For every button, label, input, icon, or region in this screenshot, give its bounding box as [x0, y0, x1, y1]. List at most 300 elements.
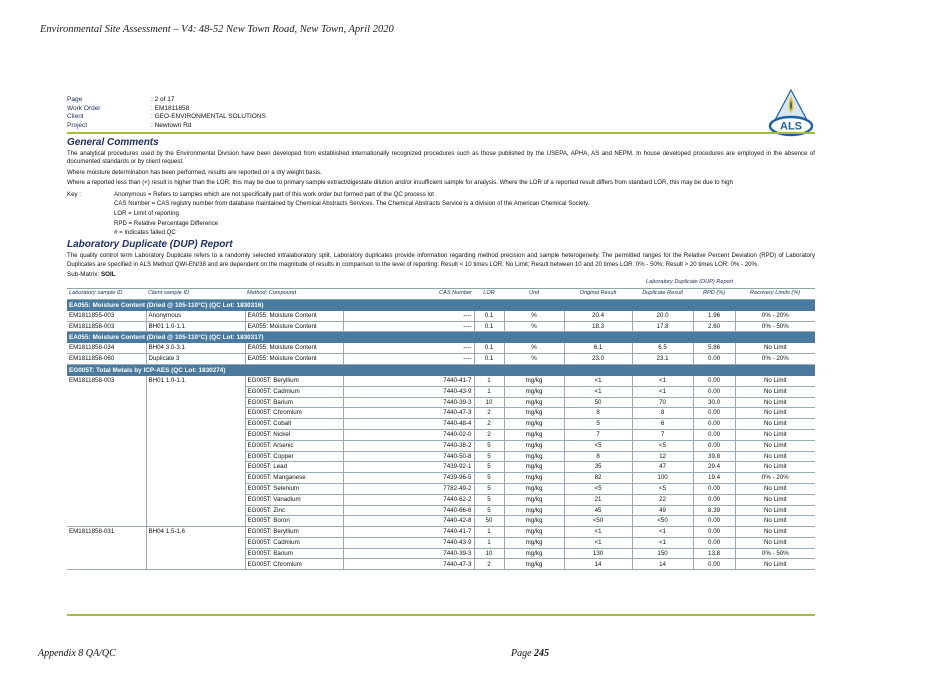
table-row	[67, 429, 815, 440]
table-row	[67, 548, 815, 559]
table-cell: 21	[564, 494, 632, 505]
table-cell: 7440-66-6	[343, 505, 474, 516]
table-cell: 130	[564, 548, 632, 559]
table-cell: 7440-41-7	[343, 527, 474, 538]
table-cell: 7440-62-2	[343, 494, 474, 505]
table-cell	[146, 548, 245, 559]
table-cell: 7440-38-2	[343, 440, 474, 451]
table-cell: EG005T: Cadmium	[245, 386, 343, 397]
table-cell: 14	[632, 559, 693, 570]
table-cell: EA055: Moisture Content	[245, 321, 343, 332]
table-cell	[67, 440, 146, 451]
table-cell: No Limit	[735, 462, 815, 473]
table-cell: %	[504, 354, 564, 365]
table-cell: EM1811858-031	[69, 528, 115, 536]
table-row	[67, 537, 815, 548]
table-cell: 5.86	[693, 343, 735, 353]
table-row	[67, 494, 815, 505]
table-cell: 18.3	[564, 321, 632, 332]
table-cell: 1	[474, 527, 504, 538]
table-row	[67, 343, 815, 353]
table-cell: No Limit	[735, 397, 815, 408]
table-cell: 0.00	[693, 516, 735, 527]
table-cell: mg/kg	[504, 516, 564, 527]
table-row	[67, 321, 815, 332]
key-entry: CAS Number = CAS registry number from database maintained by Chemical Abstracts Services. The Chemical Abstracts Service is a division of the American Chemical Society.	[114, 200, 590, 208]
table-cell: 23.1	[632, 354, 693, 365]
table-cell: 49	[632, 505, 693, 516]
meta-value: : EM1811858	[151, 104, 190, 112]
section-header-row	[67, 364, 815, 376]
table-cell: 6	[632, 419, 693, 430]
table-cell: 0.00	[693, 537, 735, 548]
table-cell: No Limit	[735, 429, 815, 440]
table-cell: EG005T: Barium	[245, 548, 343, 559]
meta-row	[67, 105, 815, 114]
table-cell: No Limit	[735, 527, 815, 538]
column-header: LOR	[474, 288, 504, 299]
table-cell: EG005T: Copper	[245, 451, 343, 462]
table-cell: <1	[632, 376, 693, 386]
table-cell: 0.00	[693, 386, 735, 397]
general-comments-heading: General Comments	[67, 137, 159, 148]
sub-matrix	[67, 271, 815, 278]
key-list	[114, 190, 589, 239]
table-cell	[146, 451, 245, 462]
table-cell: No Limit	[735, 537, 815, 548]
table-cell	[67, 473, 146, 484]
table-cell: <1	[564, 527, 632, 538]
table-cell: 7440-39-3	[343, 397, 474, 408]
table-row	[67, 462, 815, 473]
table-cell	[67, 408, 146, 419]
table-cell: 0% - 20%	[735, 354, 815, 365]
table-cell: 14	[564, 559, 632, 570]
table-cell: mg/kg	[504, 451, 564, 462]
table-cell: 39.8	[693, 451, 735, 462]
table-cell: 0.1	[474, 321, 504, 332]
table-cell: 2	[474, 419, 504, 430]
section-title: EA055: Moisture Content (Dried @ 105-110°C) (QC Lot: 1830317)	[67, 332, 815, 344]
column-header: RPD (%)	[693, 288, 735, 299]
table-cell: %	[504, 343, 564, 353]
table-cell: <5	[564, 483, 632, 494]
table-cell: 0.00	[693, 376, 735, 386]
table-cell: Anonymous	[146, 311, 245, 321]
section-title: EG005T: Total Metals by ICP-AES (QC Lot: 1830274)	[67, 364, 815, 376]
table-cell: 8	[564, 451, 632, 462]
table-cell: BH01 1.0-1.1	[146, 376, 245, 386]
table-cell	[146, 537, 245, 548]
table-cell: No Limit	[735, 376, 815, 386]
column-header: Method: Compound	[245, 288, 343, 299]
table-row	[67, 505, 815, 516]
table-cell: %	[504, 321, 564, 332]
general-comments-p3: Where a reported less than (<) result is higher than the LOR, this may be due to primary sample extract/digestate dilution and/or insufficient sample for analysis. Where the LOR of a reported result differs from standard LOR, this may be due to high	[67, 179, 733, 187]
table-cell: 5	[474, 483, 504, 494]
table-cell: 12	[632, 451, 693, 462]
table-cell: mg/kg	[504, 483, 564, 494]
table-cell: 10	[474, 397, 504, 408]
group-header: Laboratory Duplicate (DUP) Report	[646, 279, 734, 286]
table-cell: 29.4	[693, 462, 735, 473]
table-cell: EM1811858-003	[69, 377, 115, 385]
table-cell: 20.4	[564, 311, 632, 321]
table-cell: EG005T: Beryllium	[245, 527, 343, 538]
table-cell: No Limit	[735, 505, 815, 516]
duplicate-report-table	[67, 278, 815, 570]
table-cell: EG005T: Chromium	[245, 408, 343, 419]
table-cell: 7	[632, 429, 693, 440]
table-cell: 0.1	[474, 354, 504, 365]
table-cell	[67, 397, 146, 408]
table-cell: BH04 1.5-1.6	[146, 527, 245, 538]
table-cell: 7440-41-7	[343, 376, 474, 386]
table-cell: 1.96	[693, 311, 735, 321]
table-cell: <1	[564, 537, 632, 548]
section-title: EA055: Moisture Content (Dried @ 105-110°C) (QC Lot: 1830316)	[67, 299, 815, 311]
table-cell	[146, 462, 245, 473]
table-row	[67, 516, 815, 527]
table-cell: 8	[564, 408, 632, 419]
table-cell: EG005T: Cadmium	[245, 537, 343, 548]
table-cell	[146, 559, 245, 570]
table-cell: No Limit	[735, 440, 815, 451]
table-cell: 50	[474, 516, 504, 527]
table-cell	[146, 429, 245, 440]
table-cell: EG005T: Manganese	[245, 473, 343, 484]
meta-key: Client	[67, 113, 84, 120]
table-row	[67, 527, 815, 538]
table-row	[67, 408, 815, 419]
green-rule-bottom	[67, 614, 815, 616]
table-cell: 0.00	[693, 408, 735, 419]
document-header-title: Environmental Site Assessment – V4: 48-52 New Town Road, New Town, April 2020	[40, 24, 394, 35]
table-cell: 5	[474, 440, 504, 451]
table-cell: 7782-49-2	[343, 483, 474, 494]
table-cell: <1	[632, 537, 693, 548]
meta-key: Page	[67, 96, 83, 103]
table-cell: <50	[632, 516, 693, 527]
table-cell: 0% - 50%	[735, 548, 815, 559]
table-cell: 0.00	[693, 440, 735, 451]
table-cell: 19.4	[693, 473, 735, 484]
work-order-meta	[67, 96, 815, 130]
table-cell: No Limit	[735, 408, 815, 419]
table-cell: mg/kg	[504, 440, 564, 451]
table-row	[67, 354, 815, 365]
table-cell: mg/kg	[504, 473, 564, 484]
table-cell	[67, 559, 146, 570]
table-cell: mg/kg	[504, 429, 564, 440]
table-cell: 2	[474, 429, 504, 440]
table-cell: 2	[474, 559, 504, 570]
table-cell: 0% - 50%	[735, 321, 815, 332]
table-cell: 0.00	[693, 429, 735, 440]
table-cell: 7440-02-0	[343, 429, 474, 440]
dup-report-heading: Laboratory Duplicate (DUP) Report	[67, 239, 233, 251]
footer-page-label: Page	[511, 648, 532, 659]
table-cell	[67, 386, 146, 397]
table-cell: mg/kg	[504, 494, 564, 505]
footer-appendix: Appendix 8 QA/QC	[38, 648, 116, 659]
table-cell: mg/kg	[504, 397, 564, 408]
meta-key: Work Order	[67, 104, 101, 112]
column-header: Unit	[504, 288, 564, 299]
table-cell: mg/kg	[504, 462, 564, 473]
section-header-row	[67, 332, 815, 344]
table-row	[67, 386, 815, 397]
table-cell: mg/kg	[504, 408, 564, 419]
table-cell: 6.5	[632, 343, 693, 353]
table-cell: <1	[564, 376, 632, 386]
column-header-row	[67, 288, 815, 299]
table-cell: 0.00	[693, 527, 735, 538]
footer-page-value: 245	[534, 648, 550, 659]
table-cell: No Limit	[735, 451, 815, 462]
table-cell: EG005T: Boron	[245, 516, 343, 527]
table-cell: No Limit	[735, 419, 815, 430]
table-cell: EM1811855-003	[67, 311, 146, 321]
table-cell: <1	[564, 386, 632, 397]
table-cell: EM1811858-003	[67, 321, 146, 332]
table-cell	[146, 386, 245, 397]
table-cell: mg/kg	[504, 537, 564, 548]
table-row	[67, 440, 815, 451]
table-cell: EG005T: Zinc	[245, 505, 343, 516]
table-cell: 5	[474, 451, 504, 462]
table-cell: ----	[343, 321, 474, 332]
table-cell: EM1811858-060	[67, 354, 146, 365]
table-cell	[146, 483, 245, 494]
table-cell: ----	[343, 354, 474, 365]
table-cell: 50	[564, 397, 632, 408]
table-cell: 0.1	[474, 343, 504, 353]
table-cell: mg/kg	[504, 527, 564, 538]
table-cell: EG005T: Chromium	[245, 559, 343, 570]
table-cell: 82	[564, 473, 632, 484]
table-cell: 13.8	[693, 548, 735, 559]
table-cell: No Limit	[735, 386, 815, 397]
table-cell: 0.00	[693, 354, 735, 365]
key-entry: Anonymous = Refers to samples which are not specifically part of this work order but formed part of the QC process lot	[114, 190, 434, 198]
section-header-row	[67, 299, 815, 311]
table-cell: EA055: Moisture Content	[245, 354, 343, 365]
table-cell	[67, 429, 146, 440]
table-cell	[146, 494, 245, 505]
table-row	[67, 376, 815, 386]
table-cell: mg/kg	[504, 559, 564, 570]
table-row	[67, 397, 815, 408]
table-cell: 0.00	[693, 483, 735, 494]
table-cell: mg/kg	[504, 386, 564, 397]
key-block	[67, 190, 815, 239]
table-cell	[67, 451, 146, 462]
table-cell	[146, 408, 245, 419]
table-cell	[67, 505, 146, 516]
report-page	[67, 96, 815, 570]
table-cell: 0.00	[693, 419, 735, 430]
table-cell: <50	[564, 516, 632, 527]
meta-row	[67, 113, 815, 122]
table-cell: mg/kg	[504, 548, 564, 559]
table-cell: <5	[632, 440, 693, 451]
table-cell	[146, 419, 245, 430]
table-cell	[67, 483, 146, 494]
table-row	[67, 483, 815, 494]
table-cell: 7440-39-3	[343, 548, 474, 559]
table-cell: %	[504, 311, 564, 321]
table-cell: 17.8	[632, 321, 693, 332]
table-cell: <1	[632, 527, 693, 538]
table-cell: 0.00	[693, 494, 735, 505]
table-row	[67, 559, 815, 570]
table-cell	[67, 537, 146, 548]
table-cell: 5	[564, 419, 632, 430]
table-cell: <5	[632, 483, 693, 494]
table-cell: 35	[564, 462, 632, 473]
table-cell: No Limit	[735, 483, 815, 494]
table-cell	[146, 505, 245, 516]
table-cell	[67, 548, 146, 559]
general-comments-p1: The analytical procedures used by the Environmental Division have been developed from established internationally recognized procedures such as those published by the USEPA, APHA, AS and NEPM. In house developed procedures are employed in the absence of documented standards or by client request.	[67, 150, 815, 166]
table-cell: 8	[632, 408, 693, 419]
table-cell: 100	[632, 473, 693, 484]
table-cell: <1	[632, 386, 693, 397]
table-cell: EG005T: Selenium	[245, 483, 343, 494]
table-row	[67, 311, 815, 321]
key-label: Key :	[67, 190, 81, 198]
table-cell: 7440-43-9	[343, 537, 474, 548]
table-cell: 1	[474, 386, 504, 397]
green-rule-top	[67, 132, 815, 134]
table-cell	[146, 397, 245, 408]
dup-report-intro: The quality control term Laboratory Duplicate refers to a randomly selected intralaboratory split. Laboratory duplicates provide information regarding method precision and sample heterogeneity. The permitted ranges for the Relative Percent Deviation (RPD) of Laboratory Duplicates are specified in ALS Method QWI-EN/38 and are dependent on the magnitude of results in comparison to the level of reporting: Result < 10 times LOR: No Limit; Result between 10 and 20 times LOR: 0% - 50%; Result > 20 times LOR: 0% - 20%.	[67, 252, 815, 268]
table-cell: 1	[474, 376, 504, 386]
key-entry: LOR = Limit of reporting	[114, 210, 179, 218]
footer-page-number	[511, 648, 549, 659]
table-cell: 20.0	[632, 311, 693, 321]
meta-key: Project	[67, 121, 88, 129]
table-cell	[146, 440, 245, 451]
als-logo-text: ALS	[780, 120, 802, 133]
meta-row	[67, 122, 815, 131]
table-cell: 5	[474, 462, 504, 473]
table-cell: 5	[474, 473, 504, 484]
table-cell: 7439-92-1	[343, 462, 474, 473]
table-cell: EG005T: Vanadium	[245, 494, 343, 505]
table-cell: 7440-50-8	[343, 451, 474, 462]
table-cell	[146, 473, 245, 484]
table-cell: 5	[474, 494, 504, 505]
table-cell: EM1811858-034	[67, 343, 146, 353]
table-row	[67, 473, 815, 484]
table-cell: Duplicate 3	[146, 354, 245, 365]
table-cell: 30.0	[693, 397, 735, 408]
table-cell: 22	[632, 494, 693, 505]
table-cell	[67, 516, 146, 527]
table-cell: 5	[474, 505, 504, 516]
table-cell: EG005T: Beryllium	[245, 376, 343, 386]
table-cell: mg/kg	[504, 505, 564, 516]
table-cell: EG005T: Nickel	[245, 429, 343, 440]
table-cell: EG005T: Lead	[245, 462, 343, 473]
table-cell: <5	[564, 440, 632, 451]
table-cell: EA055: Moisture Content	[245, 343, 343, 353]
table-cell: 0% - 20%	[735, 311, 815, 321]
table-cell	[67, 419, 146, 430]
table-cell: No Limit	[735, 559, 815, 570]
table-cell: 7440-47-3	[343, 408, 474, 419]
table-cell: mg/kg	[504, 376, 564, 386]
table-cell: 8.39	[693, 505, 735, 516]
column-header: Recovery Limits (%)	[735, 288, 815, 299]
table-cell: EG005T: Cobalt	[245, 419, 343, 430]
column-header: Laboratory sample ID	[67, 288, 146, 299]
column-header: CAS Number	[343, 288, 474, 299]
table-cell: EA055: Moisture Content	[245, 311, 343, 321]
table-cell: BH04 3.0-3.1	[146, 343, 245, 353]
table-cell: ----	[343, 311, 474, 321]
table-cell	[67, 494, 146, 505]
meta-value: : 2 of 17	[151, 96, 175, 103]
table-row	[67, 419, 815, 430]
table-cell: 45	[564, 505, 632, 516]
meta-row	[67, 96, 815, 105]
table-cell: 10	[474, 548, 504, 559]
table-cell: BH01 1.0-1.1	[146, 321, 245, 332]
table-cell: 23.0	[564, 354, 632, 365]
table-cell: No Limit	[735, 494, 815, 505]
table-cell: 0.1	[474, 311, 504, 321]
table-cell: 0% - 20%	[735, 473, 815, 484]
table-cell: 6.1	[564, 343, 632, 353]
table-cell: ----	[343, 343, 474, 353]
table-cell: EG005T: Barium	[245, 397, 343, 408]
table-cell	[67, 462, 146, 473]
table-cell: 7	[564, 429, 632, 440]
sub-matrix-value: SOIL	[100, 270, 116, 278]
table-cell: 0.00	[693, 559, 735, 570]
meta-value: : GEO-ENVIRONMENTAL SOLUTIONS	[151, 113, 266, 120]
table-cell: 7440-43-9	[343, 386, 474, 397]
key-entry: # = Indicates failed QC	[114, 229, 176, 237]
table-cell: 1	[474, 537, 504, 548]
table-cell: 150	[632, 548, 693, 559]
table-cell: 47	[632, 462, 693, 473]
table-cell: No Limit	[735, 516, 815, 527]
table-row	[67, 451, 815, 462]
column-header: Duplicate Result	[632, 288, 693, 299]
table-cell: 7440-48-4	[343, 419, 474, 430]
table-cell: 7439-96-5	[343, 473, 474, 484]
table-cell: EG005T: Arsenic	[245, 440, 343, 451]
table-cell	[146, 516, 245, 527]
table-cell: 2.60	[693, 321, 735, 332]
table-cell: 70	[632, 397, 693, 408]
table-cell: 7440-47-3	[343, 559, 474, 570]
meta-value: : Newtown Rd	[151, 121, 192, 129]
column-header: Original Result	[564, 288, 632, 299]
table-cell: No Limit	[735, 343, 815, 353]
table-cell: 2	[474, 408, 504, 419]
sub-matrix-label: Sub-Matrix:	[67, 270, 100, 278]
table-cell: mg/kg	[504, 419, 564, 430]
key-entry: RPD = Relative Percentage Difference	[114, 219, 219, 227]
general-comments-p2: Where moisture determination has been performed, results are reported on a dry weight basis.	[67, 168, 322, 176]
column-header: Client sample ID	[146, 288, 245, 299]
table-cell: 7440-42-8	[343, 516, 474, 527]
